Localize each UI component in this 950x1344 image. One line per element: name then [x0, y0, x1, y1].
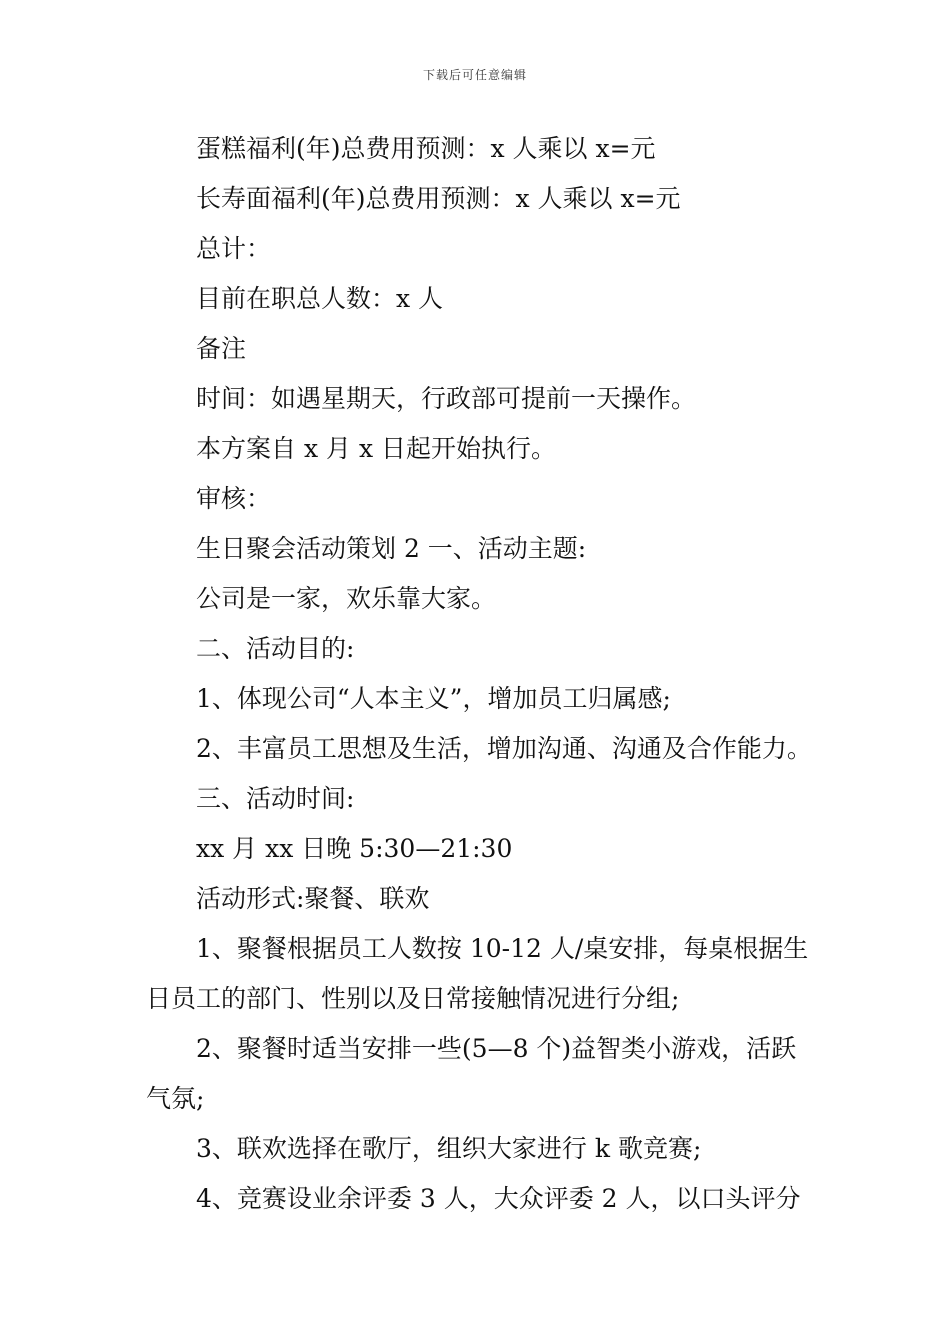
text-line: 活动形式:聚餐、联欢 [196, 884, 430, 913]
text-line: 4、竞赛设业余评委 3 人，大众评委 2 人，以口头评分 [196, 1184, 801, 1213]
text-line: 蛋糕福利(年)总费用预测：x 人乘以 x=元 [196, 134, 656, 163]
text-line: 生日聚会活动策划 2 一、活动主题: [196, 534, 587, 563]
text-line: 1、聚餐根据员工人数按 10-12 人/桌安排，每桌根据生 [196, 934, 809, 963]
text-line: 审核： [196, 484, 272, 513]
text-line: 总计： [196, 234, 272, 263]
text-line: 时间：如遇星期天，行政部可提前一天操作。 [196, 384, 697, 413]
text-line: 本方案自 x 月 x 日起开始执行。 [196, 434, 556, 463]
text-line: 日员工的部门、性别以及日常接触情况进行分组; [146, 984, 680, 1013]
text-line: 气氛; [146, 1084, 205, 1113]
text-line: 公司是一家，欢乐靠大家。 [196, 584, 497, 613]
text-line: 目前在职总人数：x 人 [196, 284, 444, 313]
page-header-note: 下载后可任意编辑 [422, 68, 527, 82]
text-line: xx 月 xx 日晚 5:30—21:30 [196, 834, 513, 863]
text-line: 3、联欢选择在歌厅，组织大家进行 k 歌竞赛; [196, 1134, 702, 1163]
text-line: 三、活动时间: [196, 784, 355, 813]
text-line: 2、丰富员工思想及生活，增加沟通、沟通及合作能力。 [196, 734, 812, 763]
text-line: 长寿面福利(年)总费用预测：x 人乘以 x=元 [196, 184, 681, 213]
text-line: 二、活动目的: [196, 634, 355, 663]
text-line: 1、体现公司“人本主义”，增加员工归属感; [196, 684, 671, 713]
text-line: 备注 [196, 334, 247, 363]
text-line: 2、聚餐时适当安排一些(5—8 个)益智类小游戏，活跃 [196, 1034, 797, 1063]
